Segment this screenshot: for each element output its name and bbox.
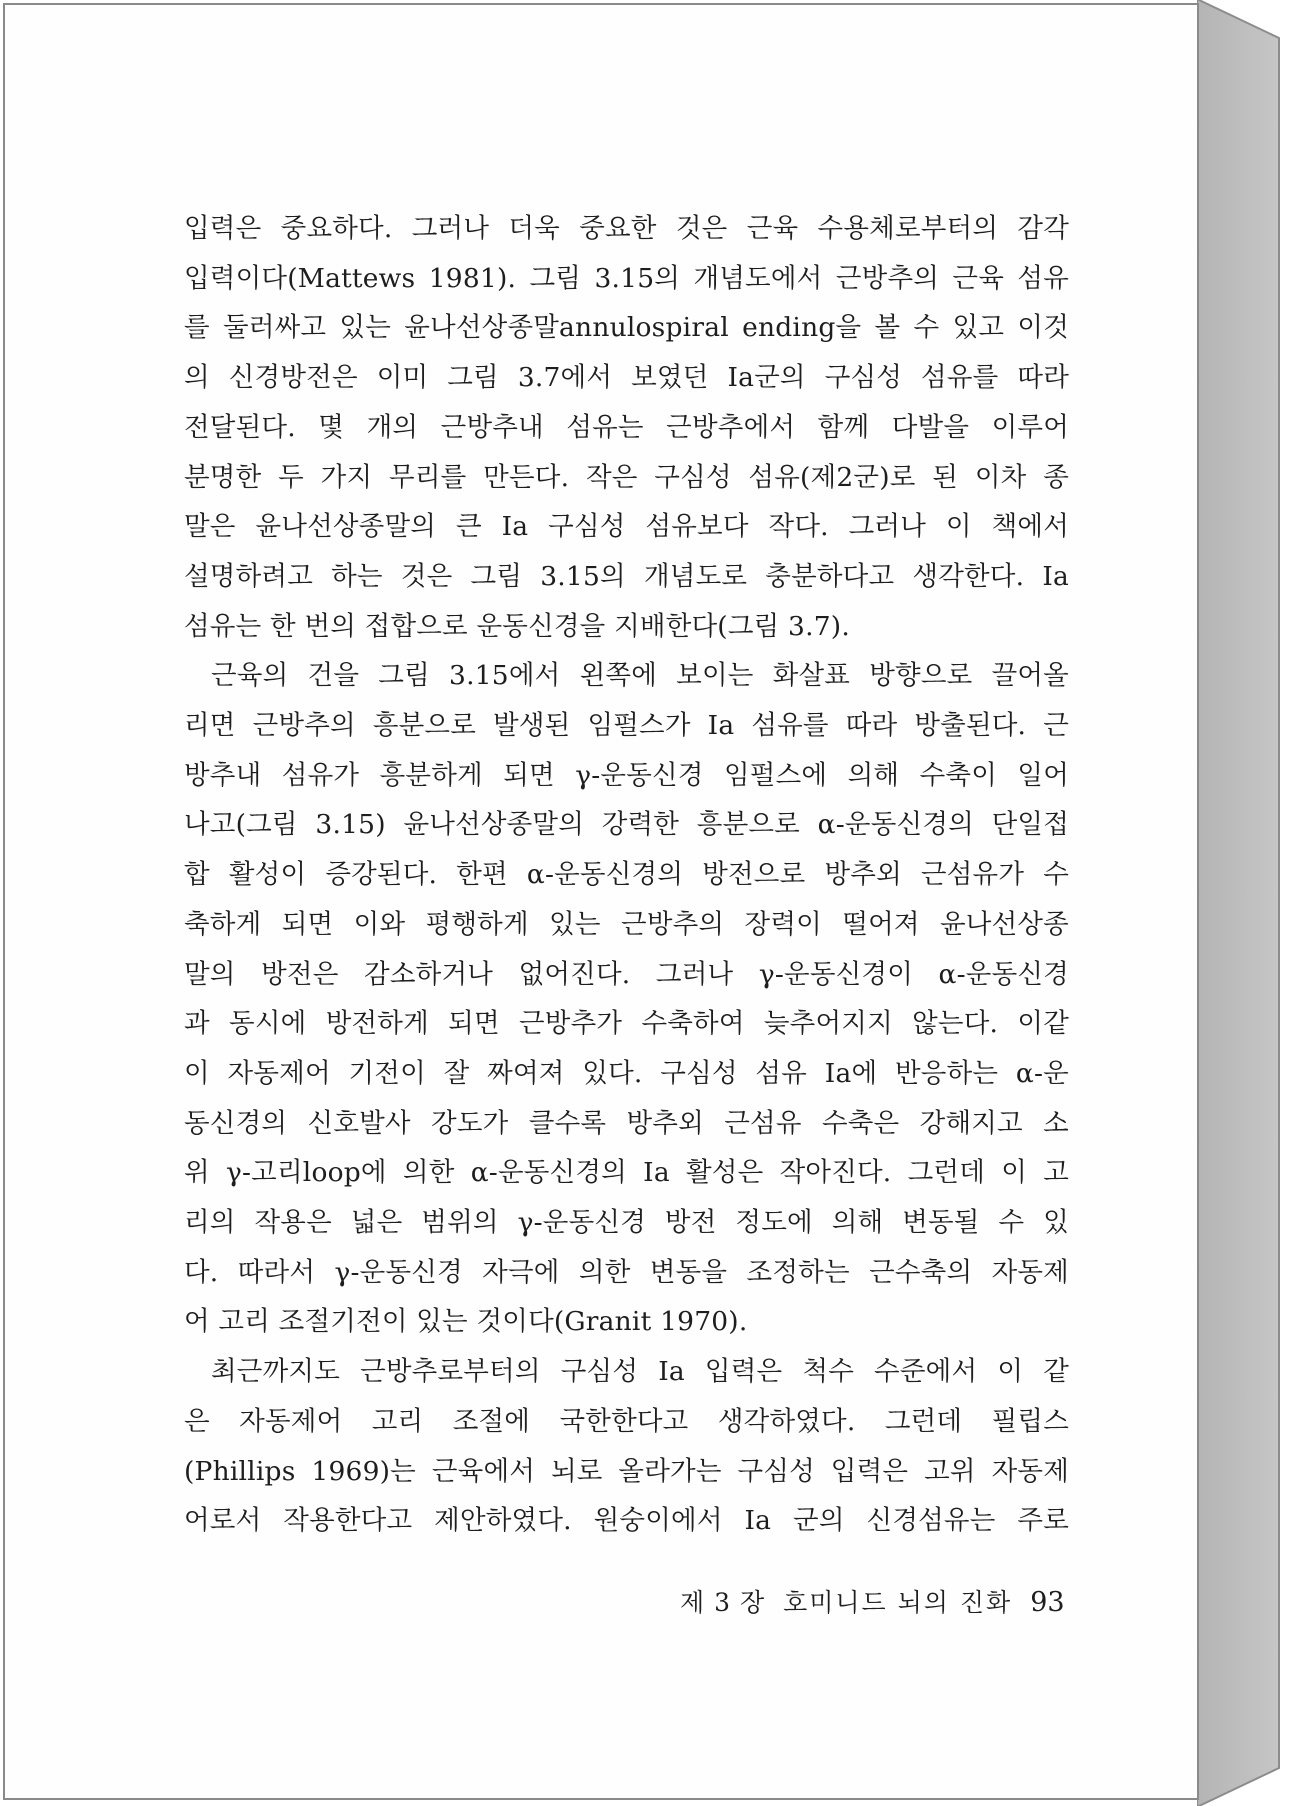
text-line: 말의 방전은 감소하거나 없어진다. 그러나 γ-운동신경이 α-운동신경: [184, 958, 1069, 990]
text-line: 다. 따라서 γ-운동신경 자극에 의한 변동을 조정하는 근수축의 자동제: [184, 1256, 1069, 1288]
paragraph-1: [184, 204, 1069, 651]
text-line: 입력이다(Mattews 1981). 그림 3.15의 개념도에서 근방추의 근육 섬유: [184, 262, 1069, 294]
text-line: 의 신경방전은 이미 그림 3.7에서 보였던 Ia군의 구심성 섬유를 따라: [184, 362, 1069, 394]
text-line: 말은 윤나선상종말의 큰 Ia 구심성 섬유보다 작다. 그러나 이 책에서: [184, 511, 1069, 543]
book-spine-shape: [1197, 0, 1299, 1806]
text-line: 분명한 두 가지 무리를 만든다. 작은 구심성 섬유(제2군)로 된 이차 종: [184, 461, 1069, 493]
page-body-text: [184, 204, 1069, 1546]
text-line: 어 고리 조절기전이 있는 것이다(Granit 1970).: [184, 1306, 748, 1338]
text-line: 어로서 작용한다고 제안하였다. 원숭이에서 Ia 군의 신경섬유는 주로: [184, 1505, 1069, 1537]
text-line: 은 자동제어 고리 조절에 국한한다고 생각하였다. 그런데 필립스: [184, 1405, 1069, 1437]
paragraph-2: [184, 651, 1069, 1347]
text-line: 방추내 섬유가 흥분하게 되면 γ-운동신경 임펄스에 의해 수축이 일어: [184, 759, 1069, 791]
text-line: 근육의 건을 그림 3.15에서 왼쪽에 보이는 화살표 방향으로 끌어올: [211, 660, 1069, 692]
text-line: 를 둘러싸고 있는 윤나선상종말annulospiral ending을 볼 수 있고 이것: [184, 312, 1069, 344]
text-line: 동신경의 신호발사 강도가 클수록 방추외 근섬유 수축은 강해지고 소: [184, 1107, 1069, 1139]
text-line: 리의 작용은 넓은 범위의 γ-운동신경 방전 정도에 의해 변동될 수 있: [184, 1207, 1069, 1239]
text-line: 축하게 되면 이와 평행하게 있는 근방추의 장력이 떨어져 윤나선상종: [184, 908, 1069, 940]
book-spine: [1197, 0, 1299, 1806]
text-line: 나고(그림 3.15) 윤나선상종말의 강력한 흥분으로 α-운동신경의 단일접: [184, 809, 1069, 841]
text-line: 이 자동제어 기전이 잘 짜여져 있다. 구심성 섬유 Ia에 반응하는 α-운: [184, 1057, 1069, 1089]
chapter-label: 제 3 장: [680, 1588, 766, 1617]
text-line: (Phillips 1969)는 근육에서 뇌로 올라가는 구심성 입력은 고위 자동제: [184, 1455, 1069, 1487]
page-footer: [680, 1583, 1065, 1623]
text-line: 위 γ-고리loop에 의한 α-운동신경의 Ia 활성은 작아진다. 그런데 이 고: [184, 1157, 1069, 1189]
text-line: 입력은 중요하다. 그러나 더욱 중요한 것은 근육 수용체로부터의 감각: [184, 213, 1069, 244]
page-number: 93: [1030, 1587, 1065, 1618]
text-line: 과 동시에 방전하게 되면 근방추가 수축하여 늦추어지지 않는다. 이같: [184, 1008, 1069, 1040]
chapter-title: 호미니드 뇌의 진화: [783, 1588, 1013, 1617]
text-line: 전달된다. 몇 개의 근방추내 섬유는 근방추에서 함께 다발을 이루어: [184, 411, 1069, 443]
text-line: 합 활성이 증강된다. 한편 α-운동신경의 방전으로 방추외 근섬유가 수: [184, 859, 1069, 891]
text-line: 섬유는 한 번의 접합으로 운동신경을 지배한다(그림 3.7).: [184, 610, 850, 642]
text-line: 최근까지도 근방추로부터의 구심성 Ia 입력은 척수 수준에서 이 같: [211, 1356, 1069, 1388]
paragraph-3: [184, 1347, 1069, 1546]
text-line: 설명하려고 하는 것은 그림 3.15의 개념도로 충분하다고 생각한다. Ia: [184, 560, 1069, 592]
text-line: 리면 근방추의 흥분으로 발생된 임펄스가 Ia 섬유를 따라 방출된다. 근: [184, 710, 1069, 742]
